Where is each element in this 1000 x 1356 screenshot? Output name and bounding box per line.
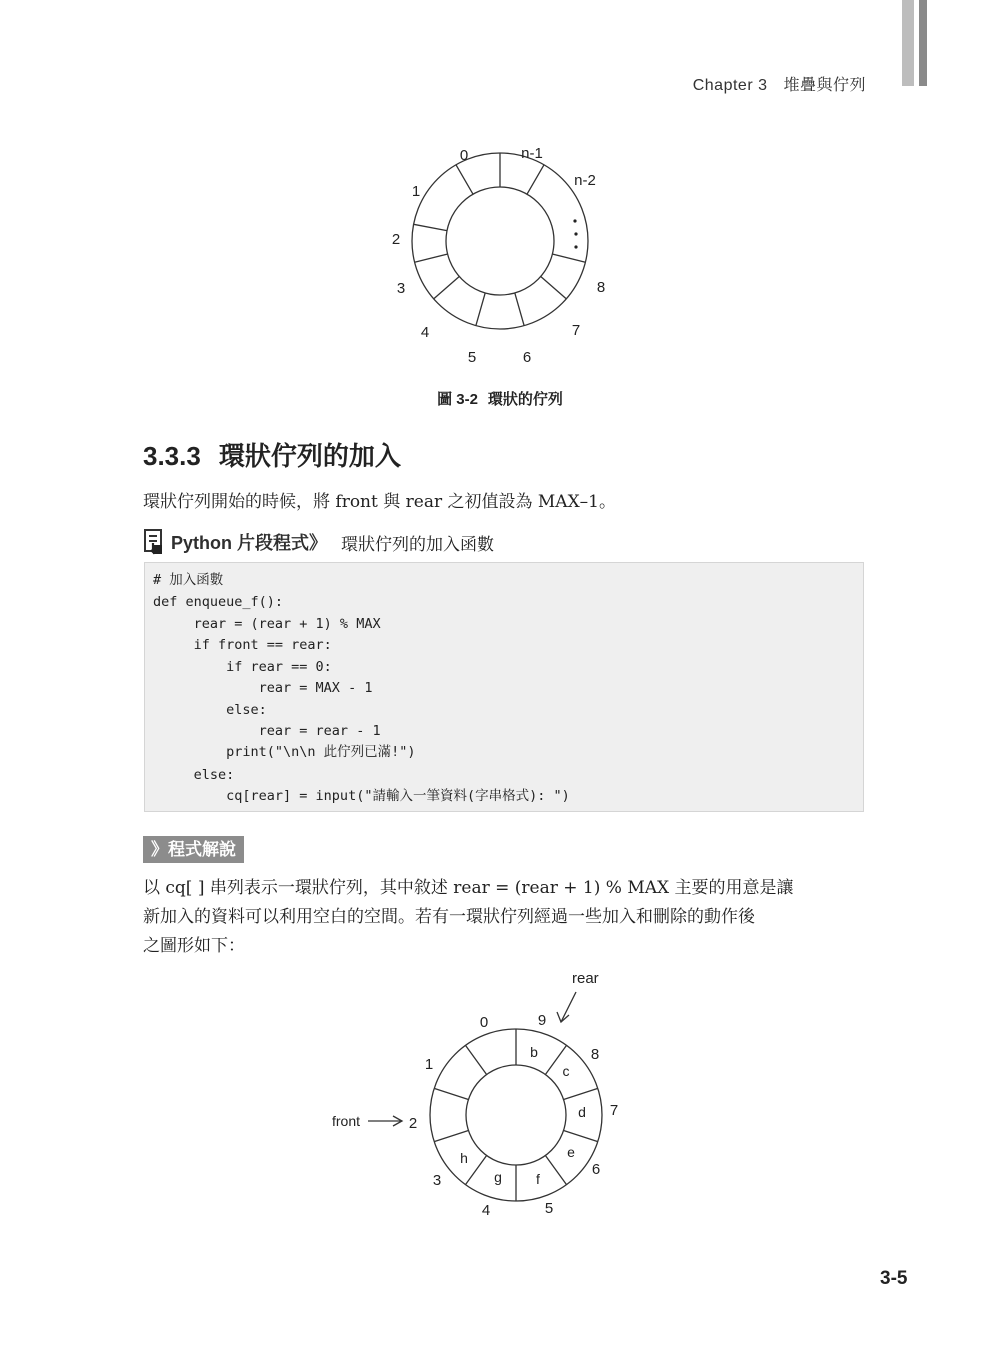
slot-label: 0: [459, 147, 469, 164]
chapter-tab-bars: [902, 0, 928, 86]
intro-paragraph: 環狀佇列開始的時候，將 front 與 rear 之初值設為 MAX–1。: [143, 492, 617, 512]
caption-text: 環狀的佇列: [487, 391, 563, 408]
slot-label: 1: [411, 183, 421, 200]
index-label: 2: [408, 1115, 418, 1132]
slot-divider: [415, 254, 448, 262]
slot-label: 4: [420, 324, 430, 341]
code-block: [144, 562, 864, 812]
queue-cell-value: f: [536, 1171, 540, 1187]
index-label: 1: [424, 1056, 434, 1073]
slot-divider: [414, 224, 447, 230]
index-label: 8: [590, 1046, 600, 1063]
slot-divider: [564, 1131, 598, 1142]
code-line: rear = rear - 1: [153, 723, 381, 739]
index-label: 9: [537, 1012, 547, 1029]
code-line: else:: [153, 767, 235, 783]
slot-divider: [434, 1131, 468, 1142]
slot-label: 7: [571, 322, 581, 339]
code-line: def enqueue_f():: [153, 594, 284, 610]
circular-queue-svg: [380, 140, 620, 375]
slot-divider: [466, 1156, 487, 1185]
code-line: else:: [153, 702, 267, 718]
caption-number: 圖 3-2: [437, 391, 478, 408]
rear-label: rear: [572, 970, 599, 987]
slot-label: 2: [391, 231, 401, 248]
figure-caption: [0, 388, 1000, 409]
snippet-header: [143, 528, 494, 556]
ellipsis-dot: [574, 245, 577, 248]
section-number: 3.3.3: [143, 441, 201, 471]
slot-divider: [515, 293, 524, 326]
ellipsis-dot: [574, 232, 577, 235]
tab-bar-dark: [919, 0, 927, 86]
inner-ring: [446, 187, 554, 295]
snippet-label: Python 片段程式》: [171, 533, 327, 553]
slot-label: 5: [467, 349, 477, 366]
slot-divider: [466, 1045, 487, 1074]
queue-cell-value: h: [460, 1150, 468, 1166]
queue-cell-value: g: [494, 1169, 502, 1185]
queue-cell-value: d: [578, 1104, 586, 1120]
inner-ring: [466, 1065, 566, 1165]
ellipsis-dot: [573, 219, 576, 222]
header-chapter: Chapter 3: [692, 77, 768, 94]
slot-divider: [564, 1088, 598, 1099]
slot-label: 6: [522, 349, 532, 366]
slot-label: 3: [396, 280, 406, 297]
code-line: if front == rear:: [153, 637, 332, 653]
queue-cell-value: e: [567, 1144, 575, 1160]
queue-state-figure: [320, 962, 640, 1224]
snippet-title: 環狀佇列的加入函數: [341, 534, 494, 554]
explanation-tag: 》程式解說: [143, 836, 244, 863]
slot-divider: [541, 276, 567, 298]
circular-queue-figure: [380, 140, 620, 375]
section-heading: [143, 436, 401, 473]
slot-divider: [434, 276, 460, 298]
code-line: # 加入函數: [153, 572, 224, 588]
code-line: rear = (rear + 1) % MAX: [153, 616, 381, 632]
tab-bar-light: [902, 0, 914, 86]
front-label: front: [332, 1113, 361, 1129]
running-header: [640, 72, 866, 95]
code-line: if rear == 0:: [153, 659, 332, 675]
explanation-line: 以 cq[ ] 串列表示一環狀佇列，其中敘述 rear = (rear + 1) % MAX 主要的用意是讓: [143, 878, 794, 898]
queue-state-svg: [320, 962, 640, 1224]
slot-label: n-1: [521, 145, 543, 162]
rear-arrow: [561, 992, 576, 1022]
slot-divider: [434, 1088, 468, 1099]
index-label: 5: [544, 1200, 554, 1217]
slot-divider: [527, 165, 544, 194]
slot-divider: [476, 293, 485, 326]
header-title: 堆疊與佇列: [783, 77, 866, 94]
page-number: 3-5: [880, 1268, 908, 1289]
index-label: 0: [479, 1014, 489, 1031]
slot-divider: [456, 165, 473, 194]
slot-divider: [553, 254, 586, 262]
code-line: rear = MAX - 1: [153, 680, 373, 696]
explanation-paragraph: [143, 874, 867, 961]
index-label: 7: [609, 1102, 619, 1119]
code-file-icon: [143, 529, 165, 555]
code-line: cq[rear] = input("請輸入一筆資料(字串格式): "): [153, 788, 570, 804]
queue-cell-value: b: [530, 1044, 538, 1060]
index-label: 3: [432, 1172, 442, 1189]
code-line: print("\n\n 此佇列已滿!"): [153, 744, 416, 760]
explanation-line: 之圖形如下：: [143, 936, 245, 956]
slot-label: 8: [596, 279, 606, 296]
slot-divider: [545, 1156, 566, 1185]
index-label: 6: [591, 1161, 601, 1178]
explanation-line: 新加入的資料可以利用空白的空間。若有一環狀佇列經過一些加入和刪除的動作後: [143, 907, 755, 927]
index-label: 4: [481, 1202, 491, 1219]
slot-label: n-2: [574, 172, 596, 189]
queue-cell-value: c: [562, 1063, 570, 1079]
section-title-text: 環狀佇列的加入: [218, 441, 401, 471]
